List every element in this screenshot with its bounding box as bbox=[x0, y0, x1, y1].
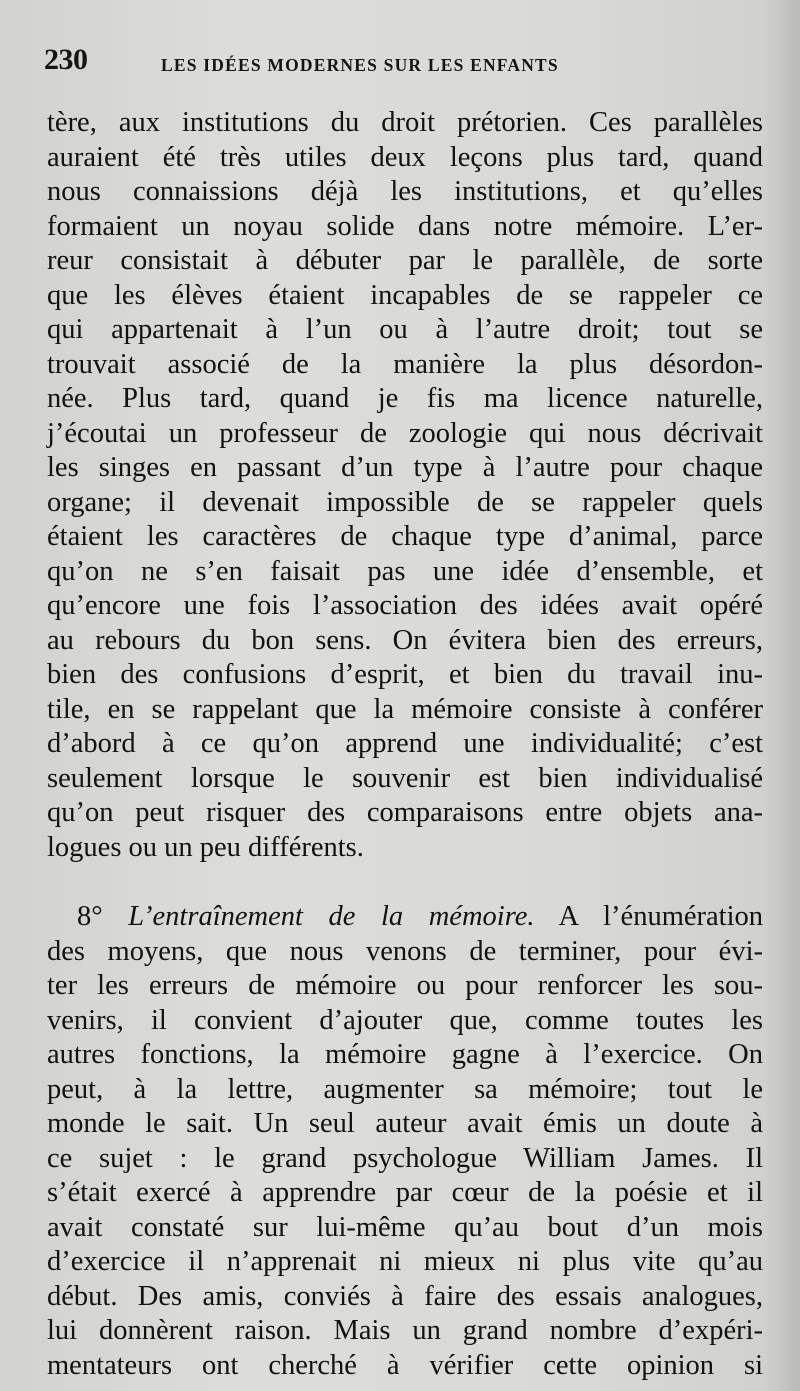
text-line: des moyens, que nous venons de terminer, pour évi- bbox=[47, 935, 763, 967]
text-line: s’était exercé à apprendre par cœur de la poésie et il bbox=[47, 1177, 763, 1208]
paragraph-gap bbox=[47, 865, 763, 900]
text-line: autres fonctions, la mémoire gagne à l’exercice. On bbox=[47, 1039, 763, 1070]
section-title: L’entraînement de la mémoire. bbox=[128, 901, 535, 932]
text-line: venirs, il convient d’ajouter que, comme toutes les bbox=[47, 1004, 763, 1036]
text-line: qui appartenait à l’un ou à l’autre droit; tout se bbox=[47, 314, 763, 345]
text-line: organe; il devenait impossible de se rappeler quels bbox=[47, 486, 763, 518]
text-line: étaient les caractères de chaque type d’animal, parce bbox=[47, 521, 763, 552]
body-text bbox=[47, 106, 763, 1383]
page-edge-shadow bbox=[764, 0, 800, 1391]
text-line: peut, à la lettre, augmenter sa mémoire; tout le bbox=[47, 1073, 763, 1105]
text-line: qu’encore une fois l’association des idées avait opéré bbox=[47, 590, 763, 621]
paragraph-continuation bbox=[47, 106, 763, 865]
text-line: formaient un noyau solide dans notre mémoire. L’er- bbox=[47, 210, 763, 242]
text-line: auraient été très utiles deux leçons plus tard, quand bbox=[47, 141, 763, 173]
text-line: ce sujet : le grand psychologue William James. Il bbox=[47, 1142, 763, 1174]
text-line: seulement lorsque le souvenir est bien individualisé bbox=[47, 762, 763, 794]
text-line: avait constaté sur lui-même qu’au bout d’un mois bbox=[47, 1211, 763, 1243]
text-line: trouvait associé de la manière la plus désordon- bbox=[47, 348, 763, 380]
text-line: reur consistait à débuter par le parallèle, de sorte bbox=[47, 245, 763, 276]
running-head: LES IDÉES MODERNES SUR LES ENFANTS bbox=[161, 55, 559, 75]
text-line: tile, en se rappelant que la mémoire consiste à conférer bbox=[47, 693, 763, 725]
text-line: monde le sait. Un seul auteur avait émis un doute à bbox=[47, 1108, 763, 1139]
text-line: lui donnèrent raison. Mais un grand nombre d’expéri- bbox=[47, 1315, 763, 1346]
section-heading-line bbox=[47, 900, 763, 935]
text-line: qu’on peut risquer des comparaisons entre objets ana- bbox=[47, 797, 763, 828]
text-line: d’exercice il n’apprenait ni mieux ni plus vite qu’au bbox=[47, 1246, 763, 1277]
page-number: 230 bbox=[44, 43, 88, 76]
text-line: tère, aux institutions du droit prétorien. Ces parallèles bbox=[47, 107, 763, 138]
section-number: 8° bbox=[77, 901, 103, 932]
text-line: née. Plus tard, quand je fis ma licence naturelle, bbox=[47, 383, 763, 414]
text-line: bien des confusions d’esprit, et bien du travail inu- bbox=[47, 659, 763, 690]
text-line-rest: A l’énumération bbox=[558, 901, 763, 932]
section-paragraph bbox=[47, 900, 763, 1383]
text-line: début. Des amis, conviés à faire des essais analogues, bbox=[47, 1280, 763, 1312]
text-line: d’abord à ce qu’on apprend une individualité; c’est bbox=[47, 728, 763, 759]
text-line: au rebours du bon sens. On évitera bien des erreurs, bbox=[47, 624, 763, 656]
text-line: j’écoutai un professeur de zoologie qui nous décrivait bbox=[47, 417, 763, 449]
text-line: logues ou un peu différents. bbox=[47, 831, 364, 863]
page-header bbox=[44, 40, 764, 84]
text-line: nous connaissions déjà les institutions, et qu’elles bbox=[47, 176, 763, 207]
text-line: qu’on ne s’en faisait pas une idée d’ensemble, et bbox=[47, 555, 763, 587]
text-line: mentateurs ont cherché à vérifier cette opinion si bbox=[47, 1349, 763, 1381]
text-line: les singes en passant d’un type à l’autre pour chaque bbox=[47, 452, 763, 483]
text-line: que les élèves étaient incapables de se rappeler ce bbox=[47, 279, 763, 311]
text-line: ter les erreurs de mémoire ou pour renforcer les sou- bbox=[47, 970, 763, 1001]
